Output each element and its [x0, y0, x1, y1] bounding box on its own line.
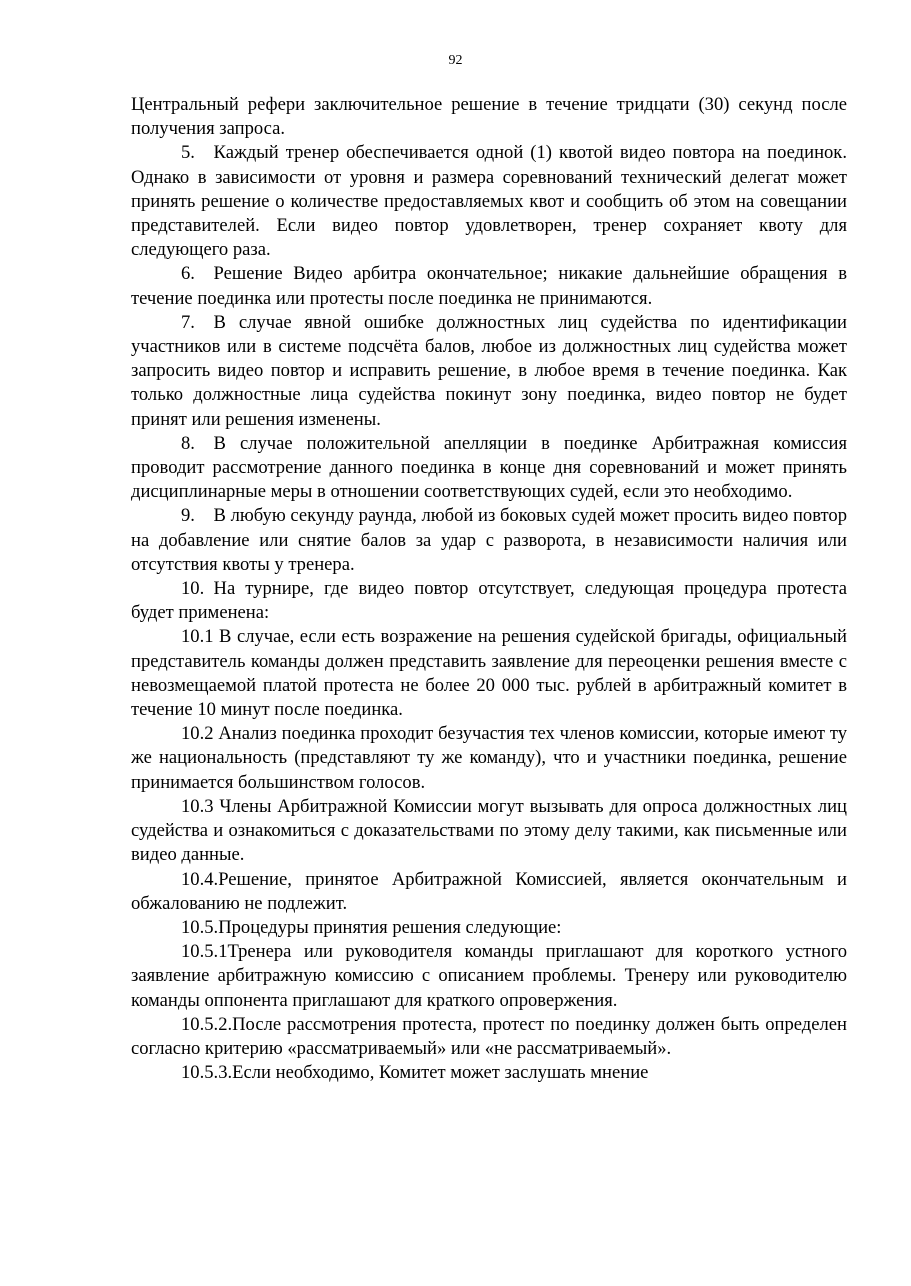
paragraph-item-10: 10. На турнире, где видео повтор отсутствует, следующая процедура протеста будет применена:: [131, 578, 847, 624]
paragraph-item-7: 7. В случае явной ошибке должностных лиц судейства по идентификации участников или в системе подсчёта балов, любое из должностных лиц судейства может запросить видео повтор и исправить решение, в любое время в течение поединка. Как только должностные лица судейства покинут зону поединка, видео повтор не будет принят или решения изменены.: [131, 311, 847, 430]
paragraph-item-10-2: 10.2 Анализ поединка проходит безучастия тех членов комиссии, которые имеют ту же национальность (представляют ту же команду), что и участники поединка, решение принимается большинством голосов.: [131, 723, 847, 793]
paragraph-item-10-1: 10.1 В случае, если есть возражение на решения судейской бригады, официальный представитель команды должен представить заявление для переоценки решения вместе с невозмещаемой платой протеста не более 20 000 тыс. рублей в арбитражный комитет в течение 10 минут после поединка.: [131, 626, 847, 721]
paragraph-item-10-5-3: 10.5.3.Если необходимо, Комитет может заслушать мнение: [181, 1062, 649, 1084]
paragraph-item-8: 8. В случае положительной апелляции в поединке Арбитражная комиссия проводит рассмотрение данного поединка в конце дня соревнований и может принять дисциплинарные меры в отношении соответствующих судей, если это необходимо.: [131, 432, 847, 503]
paragraph-item-10-5-1: 10.5.1Тренера или руководителя команды приглашают для короткого устного заявление арбитражную комиссию с описанием проблемы. Тренеру или руководителю команды оппонента приглашают для краткого опровержения.: [131, 941, 847, 1011]
paragraph-item-9: 9. В любую секунду раунда, любой из боковых судей может просить видео повтор на добавление или снятие балов за удар с разворота, в независимости наличия или отсутствия квоты у тренера.: [131, 505, 847, 575]
paragraph-item-5: 5. Каждый тренер обеспечивается одной (1) квотой видео повтора на поединок. Однако в зависимости от уровня и размера соревнований технический делегат может принять решение о количестве предоставляемых квот и сообщить об этом на совещании представителей. Если видео повтор удовлетворен, тренер сохраняет квоту для следующего раза.: [131, 142, 847, 261]
paragraph-item-10-3: 10.3 Члены Арбитражной Комиссии могут вызывать для опроса должностных лиц судейства и ознакомиться с доказательствами по этому делу такими, как письменные или видео данные.: [131, 795, 847, 866]
paragraph-continuation: Центральный рефери заключительное решение в течение тридцати (30) секунд после получения запроса.: [131, 94, 847, 140]
paragraph-item-6: 6. Решение Видео арбитра окончательное; никакие дальнейшие обращения в течение поединка или протесты после поединка не принимаются.: [131, 263, 847, 309]
paragraph-item-10-5-2: 10.5.2.После рассмотрения протеста, протест по поединку должен быть определен согласно критерию «рассматриваемый» или «не рассматриваемый».: [131, 1013, 847, 1059]
paragraph-item-10-5: 10.5.Процедуры принятия решения следующие:: [181, 916, 562, 938]
page-number: 92: [448, 53, 463, 68]
paragraph-item-10-4: 10.4.Решение, принятое Арбитражной Комиссией, является окончательным и обжалованию не подлежит.: [131, 868, 847, 914]
page-body: [131, 93, 847, 1085]
